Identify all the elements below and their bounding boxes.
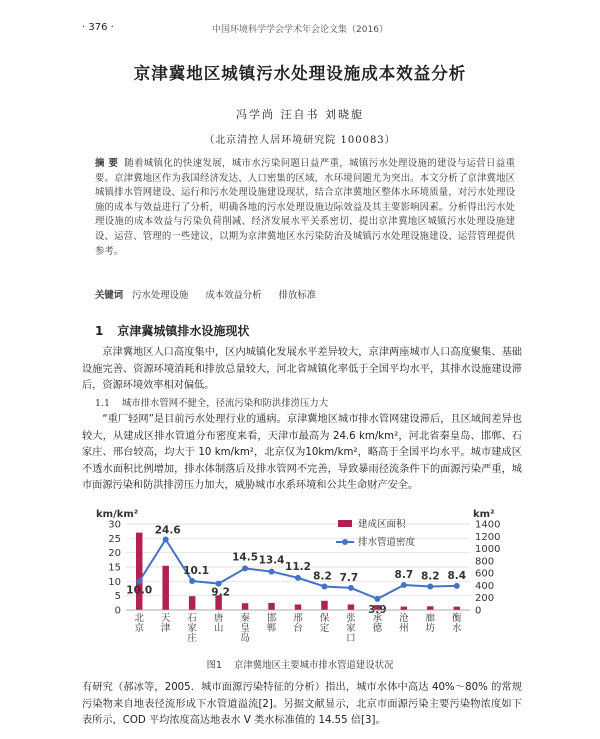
line-point xyxy=(427,583,433,589)
right-tick-label: 0 xyxy=(475,605,482,617)
data-label: 3.9 xyxy=(368,603,387,616)
legend-swatch-bar xyxy=(338,520,352,527)
section-heading xyxy=(95,322,249,339)
category-label: 保定 xyxy=(319,613,330,634)
category-label: 邢台 xyxy=(293,613,303,634)
left-tick-label: 10 xyxy=(108,576,121,588)
figure-number: 图1 xyxy=(206,660,222,671)
category-label: 唐山 xyxy=(213,613,224,634)
line-point xyxy=(189,578,195,584)
category-label: 石家庄 xyxy=(187,613,197,644)
data-label: 8.2 xyxy=(313,570,332,583)
body-paragraph-2: “重厂轻网”是目前污水处理行业的通病。京津冀地区城市排水管网建设滞后，且区域间差异也较大，从建成区排水管道分布密度来看，天津市最高为 24.6 km/km²，河北省秦皇岛、邯郸、石家庄、邢台较高，均大于 10 km/km²，北京仅为10km/km²，略高于全国平均水平。城市建成区不透水面积比例增加，排水体制落后及排水管网不完善，导致暴雨径流条件下的面源污染严重，城市面源污染和防洪排涝压力加大，威胁城市水系环境和公共生命财产安全。 xyxy=(82,414,522,492)
data-label: 14.5 xyxy=(232,551,259,564)
bar-built-area xyxy=(321,601,328,610)
legend-label: 建成区面积 xyxy=(358,519,406,530)
bar-built-area xyxy=(348,604,355,610)
right-tick-label: 1400 xyxy=(475,519,501,531)
data-label: 11.2 xyxy=(285,560,311,573)
category-label: 衡水 xyxy=(452,613,462,634)
left-tick-label: 15 xyxy=(108,562,121,574)
figure-caption-text: 京津冀地区主要城市排水管道建设状况 xyxy=(233,660,394,671)
left-axis-unit: km/km² xyxy=(96,509,139,520)
subsection-heading xyxy=(95,395,328,409)
category-label: 邯郸 xyxy=(266,613,277,634)
right-tick-label: 1200 xyxy=(475,531,501,543)
line-point xyxy=(348,585,354,591)
data-label: 10.1 xyxy=(183,565,210,578)
line-point xyxy=(163,536,169,542)
right-tick-label: 600 xyxy=(475,568,495,580)
left-tick-label: 30 xyxy=(108,519,121,531)
body-paragraph-1: 京津冀地区人口高度集中，区内城镇化发展水平差异较大，京津两座城市人口高度聚集、基础设施完善、资源环境消耗和排放总量较大，河北省城镇化率低于全国平均水平，其排水设施建设滞后，资源环境效率相对偏低。 xyxy=(82,347,522,392)
category-label: 沧州 xyxy=(399,613,409,634)
line-point xyxy=(269,569,275,575)
data-label: 10.0 xyxy=(126,584,153,597)
line-point xyxy=(242,565,248,571)
line-point xyxy=(374,596,380,602)
legend-swatch-marker xyxy=(342,539,348,545)
right-tick-label: 800 xyxy=(475,556,495,568)
right-tick-label: 1000 xyxy=(475,544,501,556)
right-tick-label: 400 xyxy=(475,580,495,592)
data-label: 13.4 xyxy=(258,554,285,567)
line-point xyxy=(454,583,460,589)
data-label: 24.6 xyxy=(154,524,181,537)
category-label: 张家口 xyxy=(346,613,356,644)
category-label: 天津 xyxy=(160,613,171,634)
left-tick-label: 5 xyxy=(114,591,121,603)
line-point xyxy=(295,575,301,581)
bar-built-area xyxy=(162,566,169,610)
abstract-text: 随着城镇化的快速发展，城市水污染问题日益严重，城镇污水处理设施的建设与运营日益重要。京津冀地区作为我国经济发达、人口密集的区域，水环境问题尤为突出。本文分析了京津冀地区城镇排水管网建设、运行和污水处理设施建设现状，结合京津冀地区整体水环境质量，对污水处理设施的成本与效益进行了分析，明确各地的污水处理设施边际效益及其主要影响因素。分析得出污水处理设施的成本效益与污染负荷削减、经济发展水平关系密切，提出京津冀地区城镇污水处理设施建设、运营、管理的一些建议，以期为京津冀地区水污染防治及城镇污水处理设施建设、运营管理提供参考。 xyxy=(95,158,515,257)
abstract xyxy=(95,157,515,259)
category-label: 秦皇岛 xyxy=(240,613,250,644)
bar-built-area xyxy=(189,596,196,610)
keywords-label: 关键词 xyxy=(95,290,124,301)
data-label: 8.2 xyxy=(421,570,440,583)
legend-label: 排水管道密度 xyxy=(358,537,416,548)
bar-built-area xyxy=(242,603,249,610)
keyword: 排放标准 xyxy=(278,290,317,301)
subsection-title: 城市排水管网不健全，径流污染和防洪排涝压力大 xyxy=(121,398,329,409)
figure-caption xyxy=(0,657,600,671)
running-header: 中国环境科学学会学术年会论文集（2016） xyxy=(212,25,388,35)
keyword: 污水处理设施 xyxy=(132,290,189,301)
section-number: 1 xyxy=(95,324,104,338)
affiliation: （北京清控人居环境研究院 100083） xyxy=(204,135,396,146)
data-label: 8.4 xyxy=(447,569,467,582)
bar-built-area xyxy=(295,604,302,610)
line-point xyxy=(401,582,407,588)
right-axis-unit: km² xyxy=(473,509,495,520)
line-point xyxy=(321,583,327,589)
section-title: 京津冀城镇排水设施现状 xyxy=(117,324,250,338)
bar-built-area xyxy=(454,607,461,610)
figure-1-chart xyxy=(92,506,512,651)
bar-built-area xyxy=(401,607,408,610)
subsection-number: 1.1 xyxy=(95,398,110,409)
data-label: 7.7 xyxy=(339,571,359,584)
paper-title: 京津冀地区城镇污水处理设施成本效益分析 xyxy=(133,64,467,83)
right-tick-label: 200 xyxy=(475,593,495,605)
data-label: 8.7 xyxy=(394,569,414,582)
keywords xyxy=(95,287,515,301)
body-paragraph-3: 有研究（郝冰等，2005．城市面源污染特征的分析）指出，城市水体中高达 40%～80% 的常规污染物来自地表径流形成下水管道溢流[2]。另据文献显示，北京市面源污染主要污染物浓度如下表所示，COD 平均浓度高达地表水 V 类水标准值的 14.55 倍[3]。 xyxy=(82,682,522,727)
bar-built-area xyxy=(268,603,275,610)
page-number: · 376 · xyxy=(82,22,114,33)
left-tick-label: 25 xyxy=(108,533,121,545)
category-label: 承德 xyxy=(372,613,383,634)
bar-built-area xyxy=(136,533,143,610)
left-tick-label: 20 xyxy=(108,548,121,560)
data-label: 9.2 xyxy=(211,586,230,599)
authors: 冯学尚 汪自书 刘晓旎 xyxy=(236,108,364,121)
bar-built-area xyxy=(427,606,434,610)
keyword: 成本效益分析 xyxy=(205,290,262,301)
category-label: 北京 xyxy=(134,613,144,634)
category-label: 廊坊 xyxy=(425,613,436,634)
left-tick-label: 0 xyxy=(114,605,121,617)
abstract-label: 摘 要 xyxy=(95,158,119,169)
